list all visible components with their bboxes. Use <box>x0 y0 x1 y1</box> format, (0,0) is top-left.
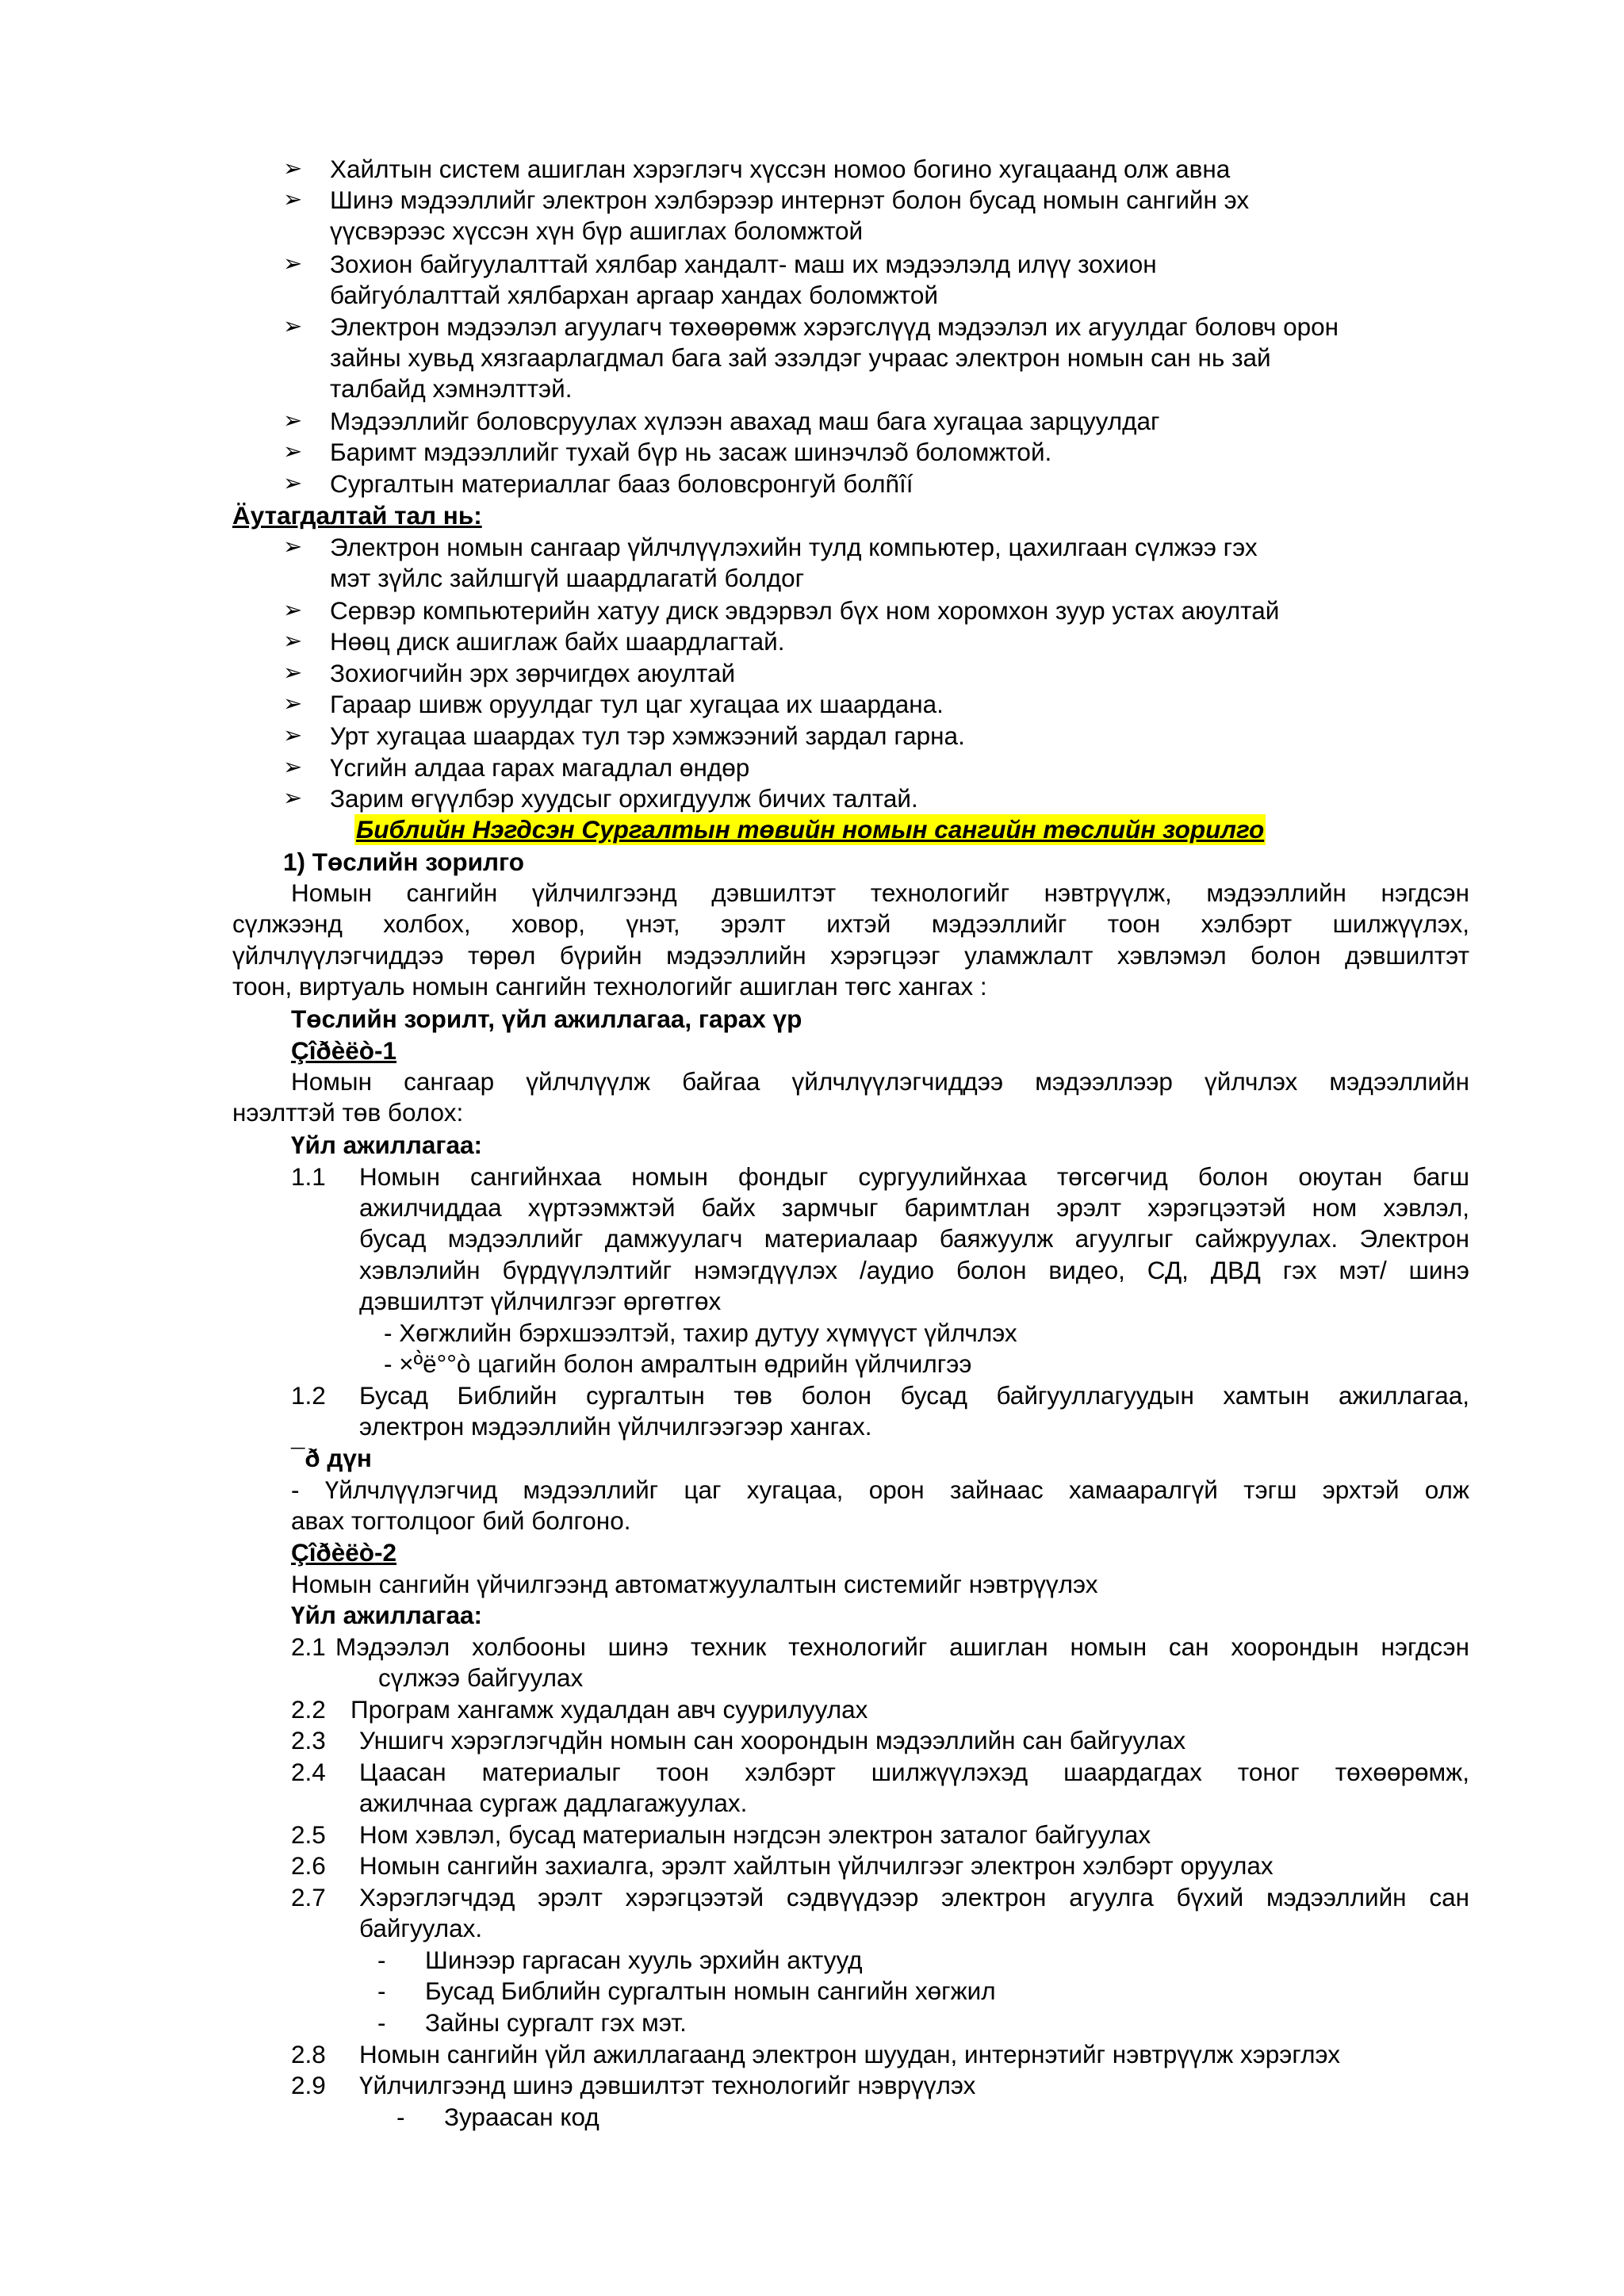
dash-marker: - <box>377 1976 386 2005</box>
advantage-item-cont: зайны хувьд хязгаарлагдмал бага зай эзэлдэг учраас электрон номын сан нь зай <box>330 343 1271 372</box>
item-number: 2.1 <box>291 1632 326 1661</box>
bullet-arrow-icon: ➢ <box>283 598 303 623</box>
goal-text: Номын сангийн үйчилгээнд автоматжуулалтын системийг нэвтрүүлэх <box>291 1570 1098 1598</box>
item-text: Уншигч хэрэглэгчдйн номын сан хоорондын мэдээллийн сан байгуулах <box>359 1726 1186 1755</box>
advantage-item-cont: үүсвэрээс хүссэн хүн бүр ашиглах боломжтой <box>330 216 864 245</box>
advantage-item-cont: талбайд хэмнэлттэй. <box>330 374 573 403</box>
bullet-arrow-icon: ➢ <box>283 314 303 339</box>
bullet-arrow-icon: ➢ <box>283 691 303 717</box>
disadvantage-item-cont: мэт зүйлс зайлшгүй шаардлагатй болдог <box>330 564 805 592</box>
bullet-arrow-icon: ➢ <box>283 723 303 748</box>
item-text: сүлжээ байгуулах <box>378 1663 584 1692</box>
item-text: Мэдээлэл холбооны шинэ техник технологийг ашиглан номын сан хоорондын нэгдсэн <box>335 1632 1469 1661</box>
item-number: 2.5 <box>291 1820 326 1849</box>
result-label: ¯ð дүн <box>291 1444 372 1472</box>
sub-item: Бусад Библийн сургалтын номын сангийн хөгжил <box>425 1976 996 2005</box>
item-number: 2.7 <box>291 1883 326 1911</box>
item-text: дэвшилтэт үйлчилгээг өргөтгөх <box>359 1287 722 1315</box>
item-number: 2.9 <box>291 2071 326 2099</box>
advantage-item: Зохион байгуулалттай хялбар хандалт- маш их мэдээлэлд илүү зохион <box>330 250 1157 278</box>
advantage-item: Баримт мэдээллийг тухай бүр нь засаж шинэчлэõ боломжтой. <box>330 438 1052 466</box>
result-text: - Үйлчлүүлэгчид мэдээллийг цаг хугацаа, орон зайнаас хамааралгүй тэгш эрхтэй олж <box>291 1475 1469 1504</box>
result-text: авах тогтолцоог бий болгоно. <box>291 1506 631 1535</box>
bullet-arrow-icon: ➢ <box>283 156 303 182</box>
item-number: 2.6 <box>291 1851 326 1880</box>
advantage-item: Хайлтын систем ашиглан хэрэглэгч хүссэн номоо богино хугацаанд олж авна <box>330 155 1231 183</box>
dash-marker: - <box>377 2008 386 2037</box>
sub-item: Зайны сургалт гэх мэт. <box>425 2008 687 2037</box>
bullet-arrow-icon: ➢ <box>283 629 303 654</box>
bullet-arrow-icon: ➢ <box>283 534 303 560</box>
activities-label: Үйл ажиллагаа: <box>291 1131 483 1159</box>
sub-item: - ×º̀ë°°ò цагийн болон амралтын өдрийн үйлчилгээ <box>384 1349 972 1378</box>
item-text: Ном хэвлэл, бусад материалын нэгдсэн электрон заталог байгуулах <box>359 1820 1151 1849</box>
item-number: 1.2 <box>291 1381 326 1410</box>
disadvantage-item: Зарим өгүүлбэр хуудсыг орхигдуулж бичих талтай. <box>330 784 918 813</box>
goal-text: нээлттэй төв болох: <box>232 1098 464 1127</box>
advantage-item: Сургалтын материаллаг бааз боловсронгуй болñîí <box>330 469 914 498</box>
disadvantage-item: Электрон номын сангаар үйлчлүүлэхийн тулд компьютер, цахилгаан сүлжээ гэх <box>330 533 1258 561</box>
goal-text: Номын сангаар үйлчлүүлж байгаа үйлчлүүлэгчиддээ мэдээллээр үйлчлэх мэдээллийн <box>291 1067 1469 1096</box>
dash-marker: - <box>396 2103 405 2131</box>
advantage-item: Электрон мэдээлэл агуулагч төхөөрөмж хэрэгслүүд мэдээлэл их агуулдаг боловч орон <box>330 312 1339 341</box>
item-number: 2.3 <box>291 1726 326 1755</box>
item-text: Номын сангийнхаа номын фондыг сургуулийнхаа төгсөгчид болон оюутан багш <box>359 1162 1469 1191</box>
item-number: 2.4 <box>291 1758 326 1786</box>
item-number: 2.2 <box>291 1695 326 1724</box>
item-text: электрон мэдээллийн үйлчилгээгээр хангах. <box>359 1412 872 1441</box>
advantage-item-cont: байгуóлалттай хялбархан аргаар хандах боломжтой <box>330 281 938 309</box>
activities-label: Үйл ажиллагаа: <box>291 1601 483 1629</box>
bullet-arrow-icon: ➢ <box>283 251 303 277</box>
advantage-item: Шинэ мэдээллийг электрон хэлбэрээр интернэт болон бусад номын сангийн эх <box>330 186 1250 214</box>
item-text: Програм хангамж худалдан авч суурилуулах <box>350 1695 868 1724</box>
paragraph-line: тоон, виртуаль номын сангийн технологийг ашиглан төгс хангах : <box>232 972 987 1001</box>
item-number: 2.8 <box>291 2040 326 2068</box>
disadvantage-item: Сервэр компьютерийн хатуу диск эвдэрвэл бүх ном хоромхон зуур устах аюултай <box>330 596 1280 625</box>
dash-marker: - <box>377 1946 386 1974</box>
sub-item: Зураасан код <box>444 2103 599 2131</box>
sub-item: Шинээр гаргасан хууль эрхийн актууд <box>425 1946 863 1974</box>
item-text: Номын сангийн үйл ажиллагаанд электрон шуудан, интернэтийг нэвтрүүлж хэрэглэх <box>359 2040 1341 2068</box>
paragraph-line: үйлчлүүлэгчиддээ төрөл бүрийн мэдээллийн хэрэгцээг уламжлалт хэвлэмэл болон дэвшилтэт <box>232 941 1469 970</box>
item-text: Хэрэглэгчдэд эрэлт хэрэгцээтэй сэдвүүдээр электрон агуулга бүхий мэдээллийн сан <box>359 1883 1469 1911</box>
bullet-arrow-icon: ➢ <box>283 755 303 780</box>
paragraph-line: сүлжээнд холбох, ховор, үнэт, эрэлт ихтэй мэдээллийг тоон хэлбэрт шилжүүлэх, <box>232 909 1469 938</box>
section-heading: 1) Төслийн зорилго <box>283 848 524 876</box>
sub-item: - Хөгжлийн бэрхшээлтэй, тахир дутуу хүмүүст үйлчлэх <box>384 1318 1017 1347</box>
item-text: Бусад Библийн сургалтын төв болон бусад байгууллагуудын хамтын ажиллагаа, <box>359 1381 1469 1410</box>
item-text: ажилчиддаа хүртээмжтэй байх зармчыг баримтлан эрэлт хэрэгцээтэй ном хэвлэл, <box>359 1193 1469 1222</box>
project-title: Библийн Нэгдсэн Сургалтын төвийн номын сангийн төслийн зорилго <box>356 815 1265 844</box>
item-text: бусад мэдээллийг дамжуулагч материалаар баяжуулж агуулгыг сайжруулах. Электрон <box>359 1224 1469 1253</box>
disadvantage-item: Үсгийн алдаа гарах магадлал өндөр <box>330 753 750 782</box>
disadvantage-item: Урт хугацаа шаардах тул тэр хэмжээний зардал гарна. <box>330 721 965 750</box>
item-text: ажилчнаа сургаж дадлагажуулах. <box>359 1789 748 1817</box>
item-text: Үйлчилгээнд шинэ дэвшилтэт технологийг нэврүүлэх <box>359 2071 976 2099</box>
advantage-item: Мэдээллийг боловсруулах хүлээн авахад маш бага хугацаа зарцуулдаг <box>330 407 1160 435</box>
subheading: Төслийн зорилт, үйл ажиллагаа, гарах үр <box>291 1004 802 1033</box>
item-text: Цаасан материалыг тоон хэлбэрт шилжүүлэхэд шаардагдах тоног төхөөрөмж, <box>359 1758 1469 1786</box>
bullet-arrow-icon: ➢ <box>283 408 303 434</box>
bullet-arrow-icon: ➢ <box>283 660 303 686</box>
item-text: Номын сангийн захиалга, эрэлт хайлтын үйлчилгээг электрон хэлбэрт оруулах <box>359 1851 1274 1880</box>
bullet-arrow-icon: ➢ <box>283 786 303 811</box>
goal-label: Çîðèëò-1 <box>291 1036 397 1065</box>
bullet-arrow-icon: ➢ <box>283 439 303 465</box>
item-number: 1.1 <box>291 1162 326 1191</box>
disadvantage-item: Нөөц диск ашиглаж байх шаардлагтай. <box>330 627 785 656</box>
disadvantages-heading: Äутагдалтай тал нь: <box>232 501 482 530</box>
item-text: байгуулах. <box>359 1914 483 1942</box>
paragraph-line: Номын сангийн үйлчилгээнд дэвшилтэт технологийг нэвтрүүлж, мэдээллийн нэгдсэн <box>291 878 1469 907</box>
item-text: хэвлэлийн бүрдүүлэлтийг нэмэгдүүлэх /аудио болон видео, СД, ДВД гэх мэт/ шинэ <box>359 1256 1469 1284</box>
disadvantage-item: Гараар шивж оруулдаг тул цаг хугацаа их шаардана. <box>330 690 944 718</box>
bullet-arrow-icon: ➢ <box>283 187 303 212</box>
bullet-arrow-icon: ➢ <box>283 471 303 496</box>
goal-label: Çîðèëò-2 <box>291 1538 397 1567</box>
disadvantage-item: Зохиогчийн эрх зөрчигдөх аюултай <box>330 659 736 687</box>
